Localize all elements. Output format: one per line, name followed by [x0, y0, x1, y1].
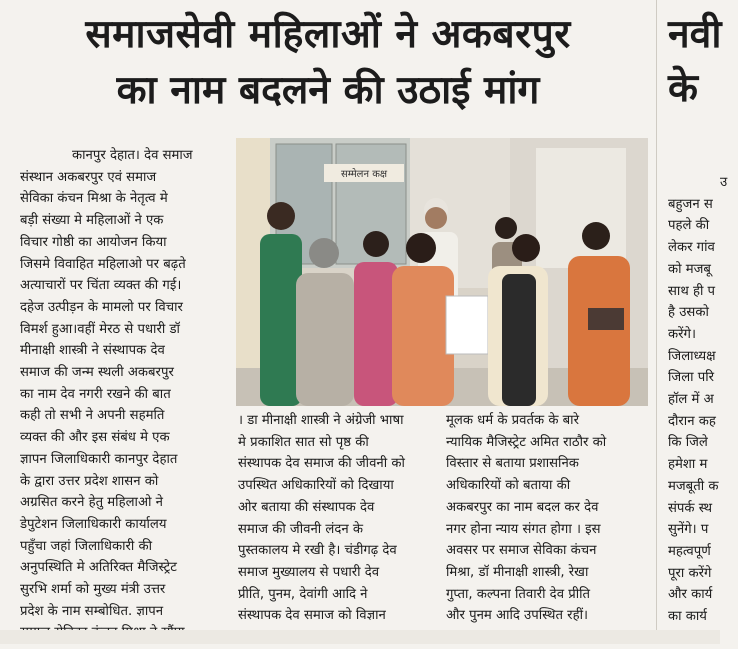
text-line: डेपुटेशन जिलाधिकारी कार्यालय	[20, 516, 167, 532]
text-line: बड़ी संख्या मे महिलाओं ने एक	[20, 213, 164, 229]
text-line: अकबरपुर का नाम बदल कर देव	[446, 499, 599, 515]
text-line: सेविका कंचन मिश्रा के नेतृत्व मे	[20, 191, 168, 207]
text-line: अत्याचारों पर चिंता व्यक्त की गई।	[20, 278, 182, 294]
text-line: समाज की जन्म स्थली अकबरपुर	[20, 365, 174, 381]
text-line: है उसको	[668, 305, 709, 321]
side-headline-line-2: के	[668, 66, 698, 111]
text-line: संस्थापक देव समाज की जीवनी को	[238, 456, 405, 472]
text-line: दहेज उत्पीड़न के मामलो पर विचार	[20, 299, 183, 315]
text-line: सुरभि शर्मा को मुख्य मंत्री उत्तर	[20, 582, 166, 598]
text-line: जिसमे विवाहित महिलाओ पर बढ़ते	[20, 256, 186, 272]
text-line: साथ ही प	[668, 283, 716, 299]
article-column-1	[20, 145, 220, 644]
text-line: संस्थान अकबरपुर एवं समाज	[20, 169, 157, 185]
text-line: करेंगे।	[668, 326, 696, 342]
text-line: अधिकारियों को बताया की	[446, 478, 571, 494]
text-line: मीनाक्षी शास्त्री ने संस्थापक देव	[20, 343, 165, 359]
text-line: कि जिले	[668, 435, 708, 451]
text-line: । डा मीनाक्षी शास्त्री ने अंग्रेजी भाषा	[238, 413, 404, 428]
text-line: समाज की जीवनी लंदन के	[238, 521, 363, 537]
text-line: सुनेंगे। प	[668, 522, 709, 538]
text-line: और पुनम आदि उपस्थित रहीं।	[446, 608, 588, 624]
text-line: समाज मुख्यालय से पधारी देव	[238, 564, 380, 580]
column-divider	[656, 0, 657, 644]
text-line: विमर्श हुआ।वहीं मेरठ से पधारी डॉ	[20, 321, 180, 337]
text-line: उपस्थित अधिकारियों को दिखाया	[238, 478, 394, 494]
text-line: अवसर पर समाज सेविका कंचन	[446, 543, 597, 559]
text-line: अनुपस्थिति मे अतिरिक्त मैजिस्ट्रेट	[20, 560, 177, 576]
headline-line-1: समाजसेवी महिलाओं ने अकबरपुर	[85, 12, 571, 57]
text-line: प्रीति, पुनम, देवांगी आदि ने	[238, 586, 368, 602]
text-line: न्यायिक मैजिस्ट्रेट अमित राठौर को	[446, 434, 607, 450]
text-line: संपर्क स्थ	[668, 500, 713, 516]
text-line: जिलाध्यक्ष	[668, 348, 716, 364]
text-line: महत्वपूर्ण	[668, 543, 711, 559]
text-line: और कार्य	[668, 587, 713, 603]
text-line: हमेशा म	[668, 457, 708, 473]
text-line: का नाम देव नगरी रखने की बात	[20, 386, 171, 402]
news-photo	[236, 138, 648, 406]
text-line: कही तो सभी ने अपनी सहमति	[20, 408, 165, 424]
page-bottom-edge	[0, 630, 720, 644]
text-line: मजबूती क	[668, 478, 719, 494]
text-line: पूरा करेंगे	[668, 565, 712, 581]
article-column-2	[238, 410, 438, 627]
text-line: दौरान कह	[668, 413, 716, 429]
text-line: पहले की	[668, 218, 710, 234]
text-line: कानपुर देहात। देव समाज	[72, 148, 193, 163]
adjacent-article-column	[668, 172, 738, 649]
text-line: के द्वारा उत्तर प्रदेश शासन को	[20, 473, 159, 489]
text-line: नगर होना न्याय संगत होगा । इस	[446, 521, 601, 537]
text-line: पहुँचा जहां जिलाधिकारी की	[20, 538, 153, 554]
text-line: विचार गोष्ठी का आयोजन किया	[20, 234, 167, 250]
headline-line-2: का नाम बदलने की उठाई मांग	[116, 68, 540, 113]
text-line: व्यक्त की और इस संबंध मे एक	[20, 430, 170, 446]
room-sign-text: सम्मेलन कक्ष	[340, 169, 388, 180]
text-line: ओर बताया की संस्थापक देव	[238, 499, 375, 515]
text-line: गुप्ता, कल्पना तिवारी देव प्रीति	[446, 586, 591, 602]
side-headline-line-1: नवी	[668, 12, 722, 57]
text-line: संस्थापक देव समाज को विज्ञान	[238, 608, 386, 624]
article-column-3	[446, 410, 642, 627]
text-line: मूलक धर्म के प्रवर्तक के बारे	[446, 413, 579, 428]
text-line: हॉल में अ	[668, 392, 714, 408]
text-line: उ	[720, 175, 728, 190]
text-line: मे प्रकाशित सात सो पृष्ठ की	[238, 434, 369, 450]
text-line: अग्रसित करने हेतु महिलाओ ने	[20, 495, 163, 511]
adjacent-article-headline	[668, 8, 728, 116]
text-line: जिला परि	[668, 370, 715, 386]
text-line: बहुजन स	[668, 196, 713, 212]
article-headline	[18, 8, 638, 118]
text-line: का कार्य	[668, 609, 707, 625]
text-line: मिश्रा, डॉ मीनाक्षी शास्त्री, रेखा	[446, 564, 589, 580]
text-line: को मजबू	[668, 261, 711, 277]
text-line: ज्ञापन जिलाधिकारी कानपुर देहात	[20, 451, 178, 467]
text-line: पुस्तकालय मे रखी है। चंडीगढ़ देव	[238, 543, 397, 559]
text-line: लेकर गांव	[668, 240, 715, 256]
group-photo-illustration	[236, 138, 648, 406]
text-line: प्रदेश के नाम सम्बोधित. ज्ञापन	[20, 603, 164, 619]
text-line: विस्तार से बताया प्रशासनिक	[446, 456, 579, 472]
